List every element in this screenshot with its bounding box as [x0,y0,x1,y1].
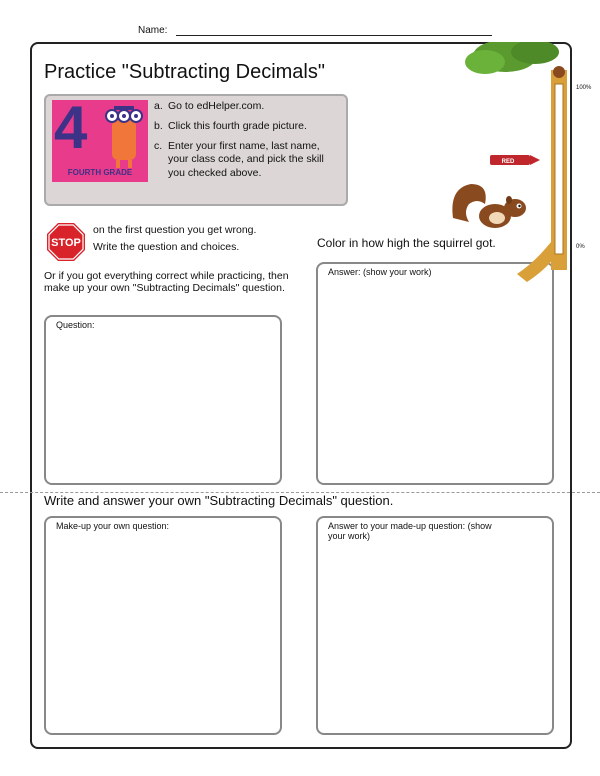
thermometer-top-label: 100% [576,85,592,91]
page-title: Practice "Subtracting Decimals" [44,61,325,83]
stop-line-1: on the first question you get wrong. [93,224,257,236]
color-instructions: Color in how high the squirrel got. [317,236,496,250]
step-key: b. [154,120,163,133]
makeup-question-box[interactable] [44,516,282,735]
question-box-label: Question: [56,320,95,330]
makeup-answer-box[interactable] [316,516,554,735]
instruction-steps [154,100,342,187]
crayon-label: RED [501,159,515,165]
step-text: Enter your first name, last name, your class code, and pick the skill you checked above. [168,140,324,179]
step-key: c. [154,140,163,153]
write-heading: Write and answer your own "Subtracting Decimals" question. [44,493,394,508]
grade-number: 4 [54,94,88,161]
thermometer-bottom-label: 0% [576,244,585,250]
stop-line-2: Write the question and choices. [93,240,240,253]
or-instructions: Or if you got everything correct while practicing, then make up your own "Subtracting Decimals" question. [44,270,289,295]
stop-sign-text: STOP [51,237,81,249]
answer-box[interactable] [316,262,554,485]
question-box[interactable] [44,315,282,485]
makeup-answer-label: Answer to your made-up question: (show your work) [328,521,492,542]
step-b [154,120,342,133]
step-text: Click this fourth grade picture. [168,120,307,133]
name-label: Name: [138,25,168,36]
stop-instructions [93,222,313,256]
squirrel-icon [449,178,534,236]
step-key: a. [154,100,163,112]
answer-box-label: Answer: (show your work) [328,267,432,277]
step-a [154,100,342,113]
stop-sign-icon [46,222,86,262]
red-crayon-icon [488,152,542,168]
grade-label: FOURTH GRADE [67,168,133,177]
step-text: Go to edHelper.com. [168,100,265,112]
name-line[interactable] [176,35,492,36]
makeup-question-label: Make-up your own question: [56,521,170,531]
step-c [154,140,342,179]
